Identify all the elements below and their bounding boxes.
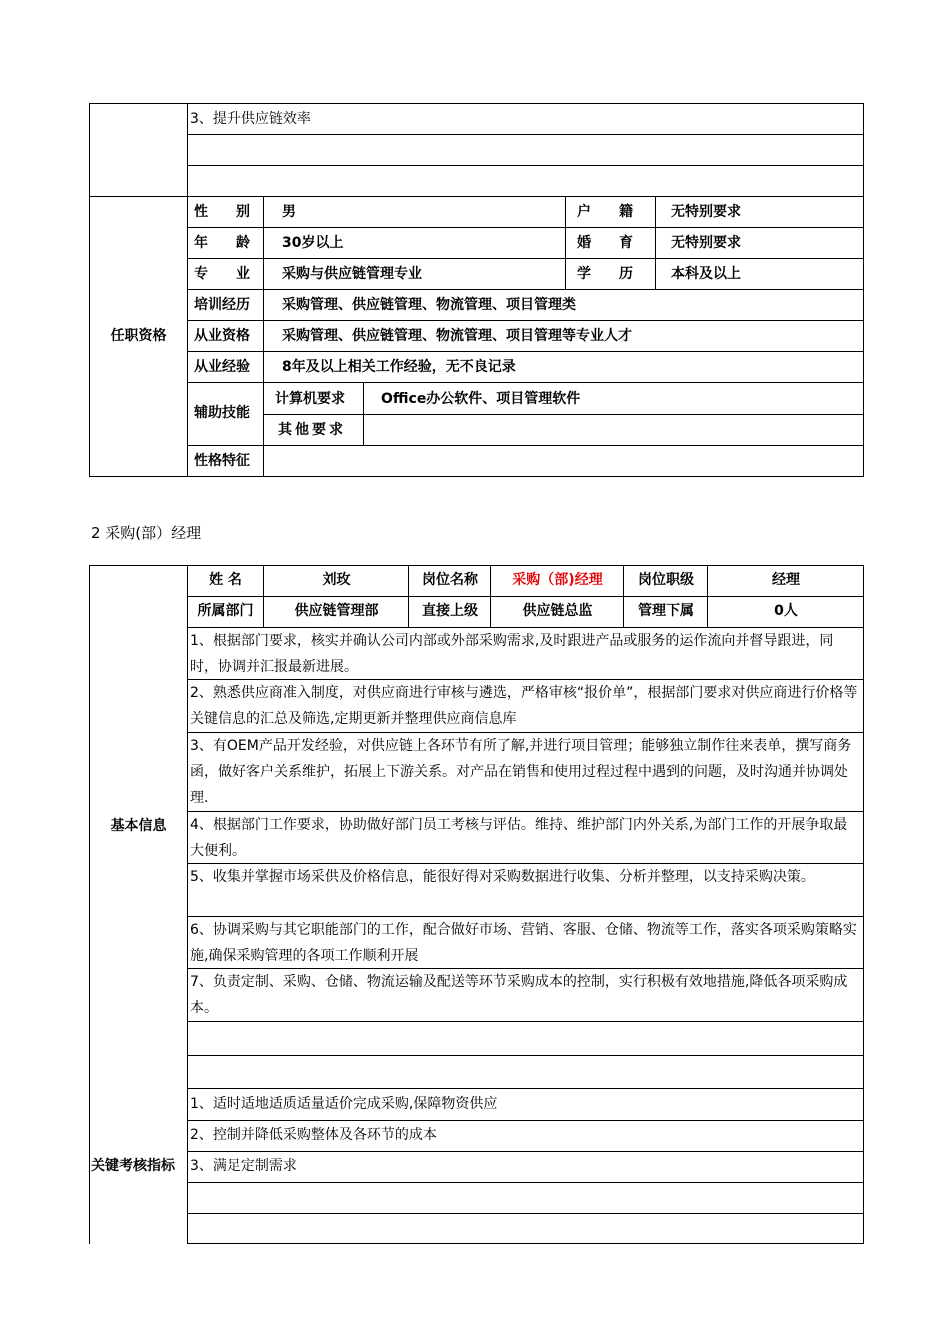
experience-value: 8年及以上相关工作经验，无不良记录 — [282, 359, 516, 375]
duty-6: 6、协调采购与其它职能部门的工作，配合做好市场、营销、客服、仓储、物流等工作，落实各项采购策略实施,确保采购管理的各项工作顺利开展 — [190, 922, 857, 964]
name-label: 姓 名 — [209, 572, 242, 588]
age-value: 30岁以上 — [282, 235, 344, 251]
duty-4: 4、根据部门工作要求，协助做好部门员工考核与评估。维持、维护部门内外关系,为部门工作的开展争取最大便利。 — [190, 817, 848, 859]
level-label: 岗位职级 — [638, 572, 694, 588]
gender-label: 性 别 — [194, 204, 250, 220]
name-value: 刘玫 — [322, 572, 351, 588]
section2-heading: 2 采购(部）经理 — [91, 524, 202, 542]
kpi-label: 关键考核指标 — [91, 1158, 175, 1174]
aux-skills-label: 辅助技能 — [194, 405, 250, 421]
basic-info-label: 基本信息 — [110, 818, 167, 834]
superior-label: 直接上级 — [422, 603, 478, 619]
subordinate-value: 0人 — [774, 603, 798, 619]
kpi-2: 2、控制并降低采购整体及各环节的成本 — [190, 1127, 437, 1143]
training-label: 培训经历 — [194, 297, 250, 313]
duty-5: 5、收集并掌握市场采供及价格信息，能很好得对采购数据进行收集、分析并整理，以支持采购决策。 — [190, 869, 815, 885]
education-value: 本科及以上 — [671, 266, 741, 282]
marital-label: 婚 育 — [577, 235, 633, 251]
kpi-1: 1、适时适地适质适量适价完成采购,保障物资供应 — [190, 1096, 498, 1112]
duty-1: 1、根据部门要求，核实并确认公司内部或外部采购需求,及时跟进产品或服务的运作流向并督导跟进，同时，协调并汇报最新进展。 — [190, 633, 834, 675]
computer-req-value: Office办公软件、项目管理软件 — [381, 391, 581, 407]
qualification-value: 采购管理、供应链管理、物流管理、项目管理等专业人才 — [282, 328, 632, 344]
training-value: 采购管理、供应链管理、物流管理、项目管理类 — [282, 297, 576, 313]
position-value: 采购（部)经理 — [512, 572, 603, 588]
position-label: 岗位名称 — [422, 572, 478, 588]
qualification-section-label: 任职资格 — [110, 328, 167, 344]
qualification-label: 从业资格 — [194, 328, 250, 344]
household-label: 户 籍 — [577, 204, 633, 220]
experience-label: 从业经验 — [194, 359, 250, 375]
superior-value: 供应链总监 — [522, 603, 593, 619]
dept-label: 所属部门 — [197, 603, 254, 619]
duty-7: 7、负责定制、采购、仓储、物流运输及配送等环节采购成本的控制，实行积极有效地措施,降低各项采购成本。 — [190, 974, 848, 1016]
gender-value: 男 — [282, 204, 296, 220]
level-value: 经理 — [772, 572, 800, 588]
duty-3: 3、有OEM产品开发经验，对供应链上各环节有所了解,并进行项目管理；能够独立制作往来表单，撰写商务函，做好客户关系维护，拓展上下游关系。对产品在销售和使用过程过程中遇到的问题，及时沟通并协调处理. — [190, 738, 852, 806]
major-label: 专 业 — [194, 266, 250, 282]
education-label: 学 历 — [577, 266, 633, 282]
marital-value: 无特别要求 — [671, 235, 741, 251]
subordinate-label: 管理下属 — [638, 603, 694, 619]
duty-2: 2、熟悉供应商准入制度，对供应商进行审核与遴选，严格审核“报价单”，根据部门要求对供应商进行价格等关键信息的汇总及筛选,定期更新并整理供应商信息库 — [190, 685, 858, 727]
household-value: 无特别要求 — [671, 204, 741, 220]
age-label: 年 龄 — [194, 235, 250, 251]
dept-value: 供应链管理部 — [294, 603, 379, 619]
kpi-3: 3、满足定制需求 — [190, 1158, 297, 1174]
computer-req-label: 计算机要求 — [275, 391, 345, 407]
other-req-label: 其他要求 — [278, 422, 346, 438]
personality-label: 性格特征 — [194, 453, 250, 469]
major-value: 采购与供应链管理专业 — [282, 266, 422, 282]
top-row-1: 3、提升供应链效率 — [190, 111, 311, 127]
